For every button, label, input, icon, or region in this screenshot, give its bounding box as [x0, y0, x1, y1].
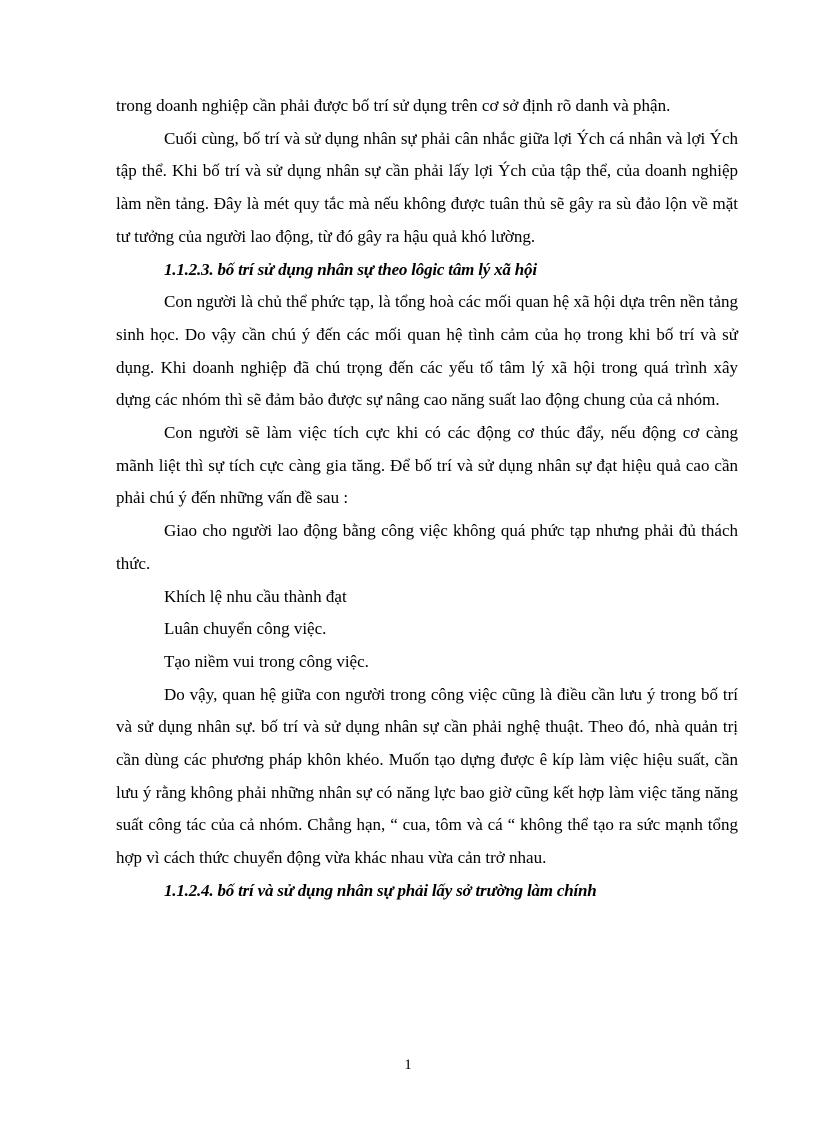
page-number: 1: [404, 1057, 412, 1073]
page-body: [116, 90, 738, 908]
list-item-achievement: Khích lệ nhu cầu thành đạt: [164, 586, 347, 606]
paragraph-relationships: Do vậy, quan hệ giữa con người trong công việc cũng là điều cần lưu ý trong bố trí và sử dụng nhân sự. bố trí và sử dụng nhân sự cần phải nghệ thuật. Theo đó, nhà quản trị cần dùng các phương pháp khôn khéo. Muốn tạo dựng được ê kíp làm việc hiệu suất, cần lưu ý rằng không phải những nhân sự có năng lực bao giờ cũng kết hợp làm việc tăng năng suất công tác của cả nhóm. Chẳng hạn, “ cua, tôm và cá “ không thể tạo ra sức mạnh tổng hợp vì cách thức chuyển động vừa khác nhau vừa cản trở nhau.: [116, 684, 738, 868]
section-heading-1-1-2-4: 1.1.2.4. bố trí và sử dụng nhân sự phải lấy sở trường làm chính: [164, 880, 597, 900]
paragraph-complex-subject: Con người là chủ thể phức tạp, là tổng hoà các mối quan hệ xã hội dựa trên nền tảng sinh học. Do vậy cần chú ý đến các mối quan hệ tình cảm của họ trong khi bố trí và sử dụng. Khi doanh nghiệp đã chú trọng đến các yếu tố tâm lý xã hội trong quá trình xây dựng các nhóm thì sẽ đảm bảo được sự nâng cao năng suất lao động chung của cả nhóm.: [116, 292, 738, 410]
paragraph-balance-interests: Cuối cùng, bố trí và sử dụng nhân sự phải cân nhắc giữa lợi Ých cá nhân và lợi Ých tập thể. Khi bố trí và sử dụng nhân sự cần phải lấy lợi Ých của tập thể, của doanh nghiệp làm nền tảng. Đây là mét quy tắc mà nếu không được tuân thủ sẽ gây ra sù đảo lộn về mặt tư tưởng của người lao động, từ đó gây ra hậu quả khó lường.: [116, 128, 738, 246]
section-heading-1-1-2-3: 1.1.2.3. bố trí sử dụng nhân sự theo lôgic tâm lý xã hội: [164, 259, 537, 279]
list-item-job-rotation: Luân chuyển công việc.: [164, 619, 327, 639]
paragraph-motivation: Con người sẽ làm việc tích cực khi có các động cơ thúc đẩy, nếu động cơ càng mãnh liệt thì sự tích cực càng gia tăng. Để bố trí và sử dụng nhân sự đạt hiệu quả cao cần phải chú ý đến những vấn đề sau :: [116, 423, 738, 508]
paragraph-continued: trong doanh nghiệp cần phải được bố trí sử dụng trên cơ sở định rõ danh và phận.: [116, 96, 671, 115]
list-item-joy-at-work: Tạo niềm vui trong công việc.: [164, 651, 369, 671]
list-item-assign-work: Giao cho người lao động bằng công việc không quá phức tạp nhưng phải đủ thách thức.: [116, 521, 738, 573]
